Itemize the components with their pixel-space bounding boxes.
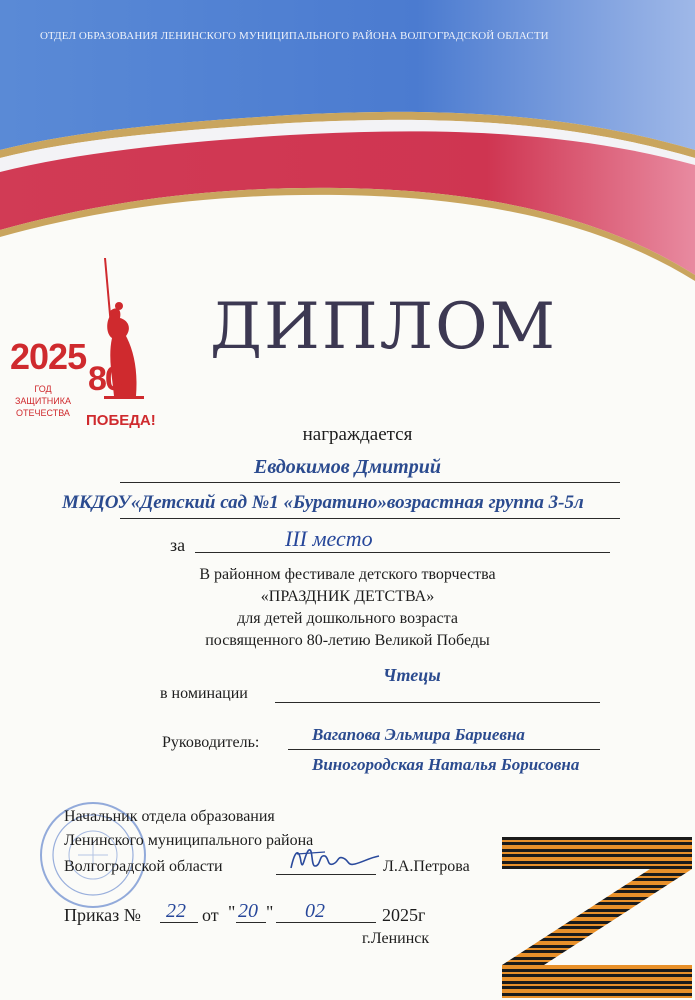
signatory-line-1: Начальник отдела образования xyxy=(64,808,275,825)
nomination-underline xyxy=(275,702,600,703)
handwritten-signature xyxy=(285,842,385,878)
flag-ribbon-banner xyxy=(0,0,695,300)
order-year: 2025г xyxy=(382,905,426,925)
supervisor-name-2: Виногородская Наталья Борисовна xyxy=(312,755,580,774)
supervisor-name-1: Вагапова Эльмира Бариевна xyxy=(312,725,525,744)
supervisor-underline xyxy=(288,749,600,750)
recipient-name: Евдокимов Дмитрий xyxy=(253,456,441,478)
order-month: 02 xyxy=(305,900,325,922)
nomination-label: в номинации xyxy=(160,685,248,702)
order-label: Приказ № xyxy=(64,905,141,925)
year-2025-logo: 2025 xyxy=(10,336,87,377)
diploma-title: ДИПЛОМ xyxy=(210,290,558,364)
day-quote-close: " xyxy=(266,902,274,922)
institution-underline xyxy=(120,518,620,519)
order-number-underline xyxy=(160,922,198,923)
year-subtitle xyxy=(9,383,77,419)
supervisor-label: Руководитель: xyxy=(162,734,260,751)
signatory-name: Л.А.Петрова xyxy=(383,858,470,875)
place-underline xyxy=(195,552,610,553)
flag-red-stripe xyxy=(0,131,695,275)
motherland-statue-icon xyxy=(86,256,146,426)
day-quote-open: " xyxy=(228,902,236,922)
event-line-2: «ПРАЗДНИК ДЕТСТВА» xyxy=(260,588,435,605)
victory-logo-text: ПОБЕДА! xyxy=(86,412,156,429)
order-month-underline xyxy=(276,922,376,923)
recipient-institution: МКДОУ«Детский сад №1 «Буратино»возрастная группа 3-5л xyxy=(62,492,584,513)
z-ribbon-emblem xyxy=(500,835,695,1000)
event-line-4: посвященного 80-летию Великой Победы xyxy=(205,632,490,649)
awarded-label-text: награждается xyxy=(302,424,413,445)
order-from-label: от xyxy=(202,905,219,925)
eighty-years-logo: 80 xyxy=(88,360,122,398)
signatory-line-2: Ленинского муниципального района xyxy=(64,832,314,849)
nomination-value: Чтецы xyxy=(383,665,441,685)
order-day-underline xyxy=(236,922,266,923)
event-line-3: для детей дошкольного возраста xyxy=(237,610,458,627)
recipient-name-underline xyxy=(120,482,620,483)
order-city: г.Ленинск xyxy=(362,930,430,947)
year-subtitle-line2: ОТЕЧЕСТВА xyxy=(16,408,70,418)
organization-header: ОТДЕЛ ОБРАЗОВАНИЯ ЛЕНИНСКОГО МУНИЦИПАЛЬНОГО РАЙОНА ВОЛГОГРАДСКОЙ ОБЛАСТИ xyxy=(40,30,549,42)
for-label: за xyxy=(170,535,186,555)
year-subtitle-line1: ГОД ЗАЩИТНИКА xyxy=(14,384,72,406)
place-value: III место xyxy=(285,526,373,551)
awarded-label xyxy=(0,424,695,446)
order-day: 20 xyxy=(238,900,258,922)
order-number: 22 xyxy=(166,900,186,922)
event-line-1: В районном фестивале детского творчества xyxy=(199,566,496,583)
signatory-line-3: Волгоградской области xyxy=(64,858,223,875)
